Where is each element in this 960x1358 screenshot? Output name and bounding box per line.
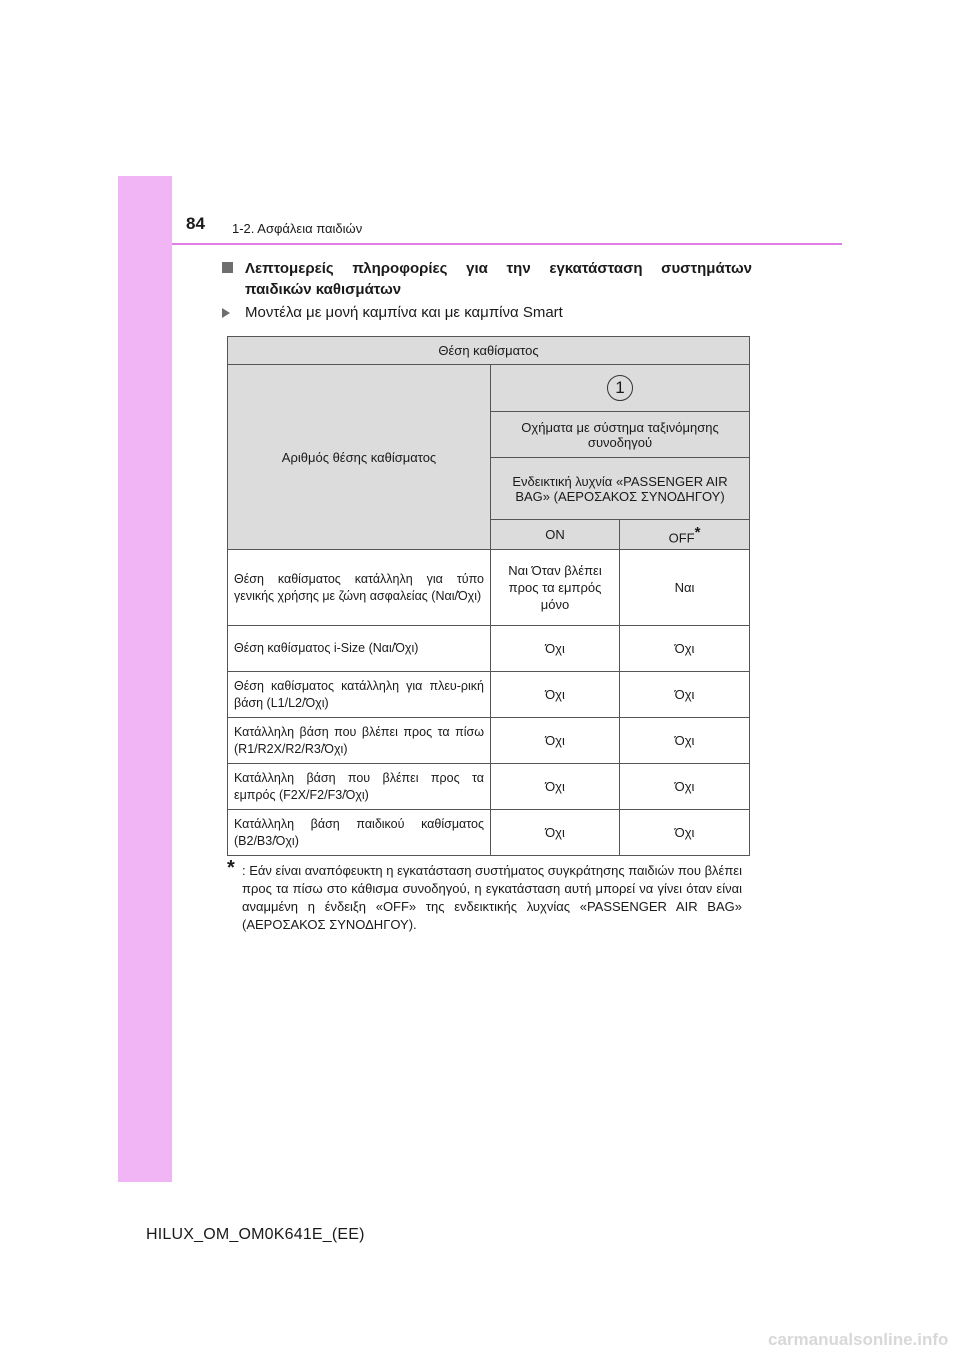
indicator-cell: Ενδεικτική λυχνία «PASSENGER AIR BAG» (ΑΕΡΟΣΑΚΟΣ ΣΥΝΟΔΗΓΟΥ) (491, 458, 750, 520)
heading-line-1: Λεπτομερείς πληροφορίες για την εγκατάσταση συστημάτων (245, 260, 752, 277)
row-on-value: Όχι (491, 626, 620, 672)
document-code: HILUX_OM_OM0K641E_(EE) (146, 1226, 365, 1243)
header-divider (172, 243, 842, 245)
column-off (620, 520, 750, 550)
row-off-value: Όχι (620, 764, 750, 810)
subheading-text: Μοντέλα με μονή καμπίνα και με καμπίνα Smart (245, 304, 563, 321)
triangle-bullet-icon (222, 308, 230, 318)
row-on-value: Όχι (491, 810, 620, 856)
classification-cell: Οχήματα με σύστημα ταξινόμησης συνοδηγού (491, 412, 750, 458)
page-number: 84 (186, 214, 205, 233)
row-on-value: Όχι (491, 672, 620, 718)
row-label: Κατάλληλη βάση που βλέπει προς τα εμπρός (F2X/F2/F3/Όχι) (228, 764, 491, 810)
section-title: 1-2. Ασφάλεια παιδιών (232, 221, 363, 236)
seat-number-label: Αριθμός θέσης καθίσματος (228, 365, 491, 550)
seat-position-header: Θέση καθίσματος (228, 337, 750, 365)
row-on-value: Όχι (491, 764, 620, 810)
row-label: Θέση καθίσματος i-Size (Ναι/Όχι) (228, 626, 491, 672)
row-on-value: Ναι Όταν βλέπει προς τα εμπρός μόνο (491, 550, 620, 626)
footnote-text: : Εάν είναι αναπόφευκτη η εγκατάσταση συστήματος συγκράτησης παιδιών που βλέπει προς τα πίσω στο κάθισμα συνοδηγού, η εγκατάσταση αυτή μπορεί να γίνει όταν είναι αναμμένη η ένδειξη «OFF» της ενδεικτικής λυχνίας «PASSENGER AIR BAG» (ΑΕΡΟΣΑΚΟΣ ΣΥΝΟΔΗΓΟΥ). (242, 863, 742, 932)
row-label: Κατάλληλη βάση παιδικού καθίσματος (B2/B3/Όχι) (228, 810, 491, 856)
row-off-value: Όχι (620, 626, 750, 672)
watermark: carmanualsonline.info (768, 1330, 949, 1349)
seat-number-circle: 1 (607, 375, 633, 401)
row-off-value: Όχι (620, 810, 750, 856)
heading-line-2: παιδικών καθισμάτων (245, 281, 402, 298)
row-off-value: Ναι (620, 550, 750, 626)
footnote-mark: * (227, 857, 235, 879)
child-seat-table (227, 336, 750, 856)
column-on: ON (491, 520, 620, 550)
column-off-label: OFF (668, 530, 695, 546)
row-on-value: Όχι (491, 718, 620, 764)
square-bullet-icon (222, 262, 233, 273)
sidebar-tab (118, 176, 172, 1182)
column-off-footnote-mark: * (694, 523, 701, 541)
row-label: Θέση καθίσματος κατάλληλη για τύπο γενικής χρήσης με ζώνη ασφαλείας (Ναι/Όχι) (228, 550, 491, 626)
row-off-value: Όχι (620, 672, 750, 718)
row-label: Θέση καθίσματος κατάλληλη για πλευ-ρική βάση (L1/L2/Όχι) (228, 672, 491, 718)
seat-number-cell (491, 365, 750, 412)
row-off-value: Όχι (620, 718, 750, 764)
row-label: Κατάλληλη βάση που βλέπει προς τα πίσω (R1/R2X/R2/R3/Όχι) (228, 718, 491, 764)
